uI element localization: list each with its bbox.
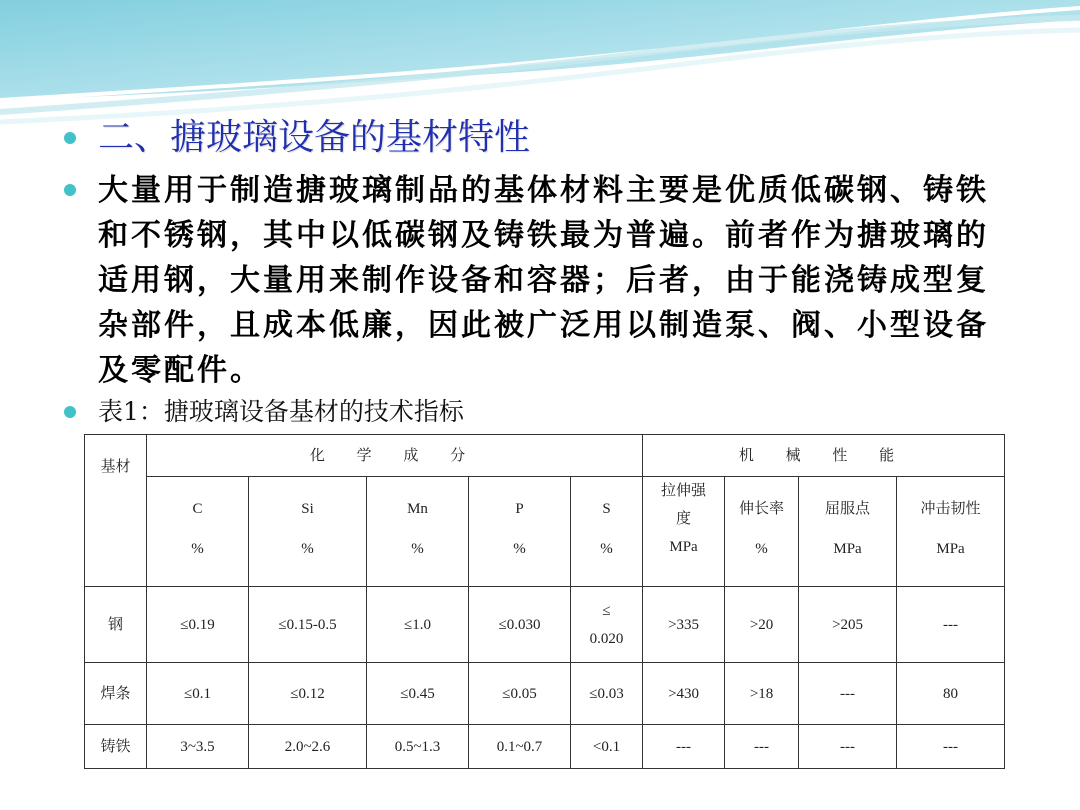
cell-s-value: 0.020 <box>589 630 624 647</box>
cell-p: 0.1~0.7 <box>469 725 571 769</box>
cell-s <box>571 587 643 663</box>
table-group-header-row <box>85 435 1005 477</box>
bullet-dot-icon <box>64 406 76 418</box>
cell-p: ≤0.030 <box>469 587 571 663</box>
bullet-dot-icon <box>64 132 76 144</box>
cell-impact: --- <box>897 587 1005 663</box>
cell-yield: --- <box>799 663 897 725</box>
cell-tensile: >430 <box>643 663 725 725</box>
col-name: 冲击韧性 <box>920 501 981 517</box>
cell-yield: >205 <box>799 587 897 663</box>
caption-row <box>64 394 464 430</box>
row-label: 铸铁 <box>85 725 147 769</box>
cell-elongation: --- <box>725 725 799 769</box>
slide-heading: 二、搪玻璃设备的基材特性 <box>98 117 531 158</box>
row-label: 钢 <box>85 587 147 663</box>
col-header-tensile-strength <box>643 477 725 587</box>
col-header-mn <box>367 477 469 587</box>
table-caption: 表1：搪玻璃设备基材的技术指标 <box>98 397 464 426</box>
col-unit: MPa <box>833 541 862 557</box>
cell-c: ≤0.1 <box>147 663 249 725</box>
base-material-label: 基材 <box>100 459 131 475</box>
col-unit: % <box>411 541 424 557</box>
cell-impact: 80 <box>897 663 1005 725</box>
cell-c: 3~3.5 <box>147 725 249 769</box>
cell-c: ≤0.19 <box>147 587 249 663</box>
col-header-impact-toughness <box>897 477 1005 587</box>
heading-row <box>64 112 530 164</box>
header-chemical-composition: 化 学 成 分 <box>147 435 643 477</box>
paragraph-row <box>64 168 1014 393</box>
col-header-p <box>469 477 571 587</box>
col-name: 伸长率 <box>739 501 785 517</box>
cell-yield: --- <box>799 725 897 769</box>
bullet-dot-icon <box>64 184 76 196</box>
col-name: Mn <box>407 501 428 517</box>
cell-mn: ≤1.0 <box>367 587 469 663</box>
cell-elongation: >18 <box>725 663 799 725</box>
col-header-si <box>249 477 367 587</box>
col-header-yield-point <box>799 477 897 587</box>
col-header-s <box>571 477 643 587</box>
row-label: 焊条 <box>85 663 147 725</box>
cell-mn: 0.5~1.3 <box>367 725 469 769</box>
col-unit: % <box>513 541 526 557</box>
table-row <box>85 587 1005 663</box>
cell-si: 2.0~2.6 <box>249 725 367 769</box>
cell-si: ≤0.15-0.5 <box>249 587 367 663</box>
header-base-material <box>85 435 147 587</box>
col-unit: MPa <box>669 539 698 555</box>
table-row <box>85 725 1005 769</box>
cell-impact: --- <box>897 725 1005 769</box>
col-unit: % <box>755 541 768 557</box>
body-paragraph: 大量用于制造搪玻璃制品的基体材料主要是优质低碳钢、铸铁和不锈钢，其中以低碳钢及铸铁最为普遍。前者作为搪玻璃的适用钢，大量用来制作设备和容器；后者，由于能浇铸成型复杂部件，且成本低廉，因此被广泛用以制造泵、阀、小型设备及零配件。 <box>98 173 989 388</box>
cell-elongation: >20 <box>725 587 799 663</box>
table-column-header-row <box>85 477 1005 587</box>
cell-tensile: >335 <box>643 587 725 663</box>
col-name: P <box>515 501 524 517</box>
base-material-spec-table <box>84 434 1005 769</box>
cell-tensile: --- <box>643 725 725 769</box>
col-name: 拉伸强 <box>661 483 707 499</box>
col-unit: % <box>600 541 613 557</box>
col-name-cont: 度 <box>676 511 692 527</box>
cell-s: ≤0.03 <box>571 663 643 725</box>
col-unit: MPa <box>936 541 965 557</box>
col-unit: % <box>191 541 204 557</box>
cell-si: ≤0.12 <box>249 663 367 725</box>
table-row <box>85 663 1005 725</box>
cell-s: <0.1 <box>571 725 643 769</box>
header-mechanical-properties: 机 械 性 能 <box>643 435 1005 477</box>
col-header-c <box>147 477 249 587</box>
col-name: Si <box>301 501 314 517</box>
col-header-elongation <box>725 477 799 587</box>
col-name: C <box>192 501 203 517</box>
cell-s-symbol: ≤ <box>602 602 611 619</box>
cell-p: ≤0.05 <box>469 663 571 725</box>
col-unit: % <box>301 541 314 557</box>
cell-mn: ≤0.45 <box>367 663 469 725</box>
col-name: 屈服点 <box>825 501 871 517</box>
col-name: S <box>602 501 611 517</box>
